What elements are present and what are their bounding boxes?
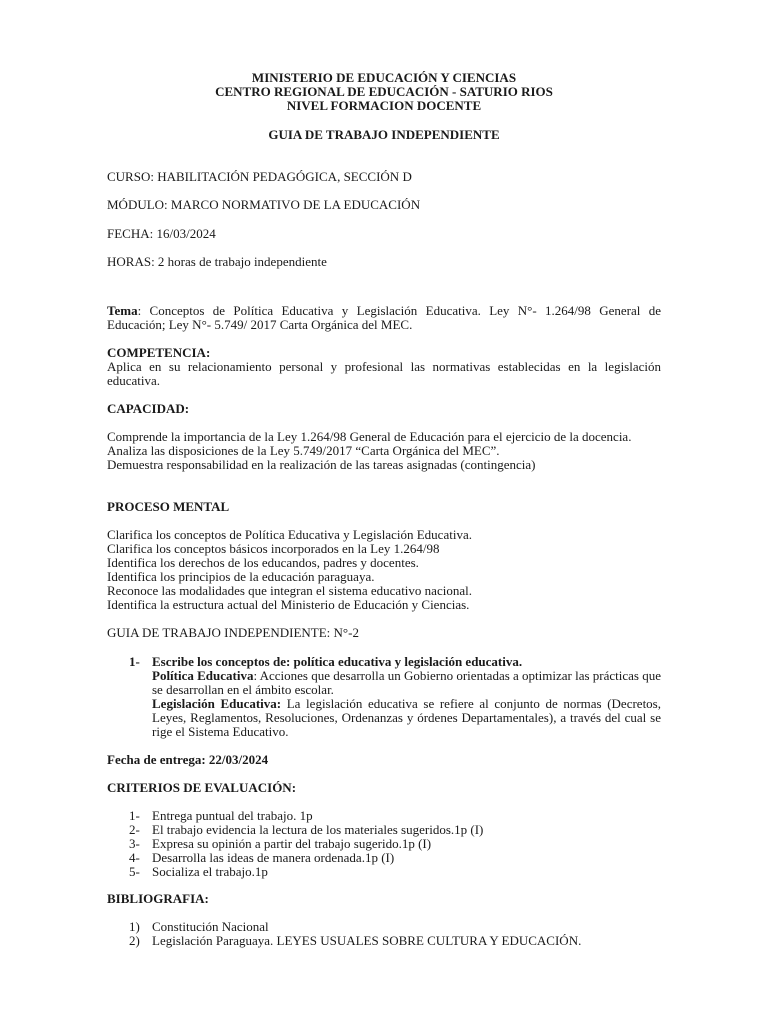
criteria-item-text: El trabajo evidencia la lectura de los materiales sugeridos.1p (I) bbox=[152, 822, 484, 837]
mental-process-item: Clarifica los conceptos básicos incorporados en la Ley 1.264/98 bbox=[107, 541, 440, 556]
topic-label: Tema bbox=[107, 303, 138, 318]
date-line: FECHA: 16/03/2024 bbox=[107, 226, 216, 241]
criteria-item-number: 1- bbox=[129, 808, 140, 823]
hours-line: HORAS: 2 horas de trabajo independiente bbox=[107, 254, 327, 269]
capacity-item: Analiza las disposiciones de la Ley 5.749/2017 “Carta Orgánica del MEC”. bbox=[107, 443, 500, 458]
mental-process-item: Identifica los derechos de los educandos, padres y docentes. bbox=[107, 555, 419, 570]
capacity-item: Comprende la importancia de la Ley 1.264/98 General de Educación para el ejercicio de la docencia. bbox=[107, 429, 632, 444]
criteria-item-text: Socializa el trabajo.1p bbox=[152, 864, 268, 879]
mental-process-heading: PROCESO MENTAL bbox=[107, 499, 230, 514]
mental-process-list bbox=[107, 528, 661, 612]
bibliography-item-text: Constitución Nacional bbox=[152, 919, 269, 934]
legislation-definition bbox=[152, 697, 661, 739]
work-guide-item-title: Escribe los conceptos de: política educativa y legislación educativa. bbox=[152, 654, 523, 669]
criteria-item-text: Entrega puntual del trabajo. 1p bbox=[152, 808, 313, 823]
course-line: CURSO: HABILITACIÓN PEDAGÓGICA, SECCIÓN D bbox=[107, 169, 412, 184]
criteria-item-text: Desarrolla las ideas de manera ordenada.1p (I) bbox=[152, 850, 395, 865]
criteria-item-number: 5- bbox=[129, 864, 140, 879]
capacity-item: Demuestra responsabilidad en la realización de las tareas asignadas (contingencia) bbox=[107, 457, 536, 472]
competence-text: Aplica en su relacionamiento personal y profesional las normativas establecidas en la legislación educativa. bbox=[107, 359, 661, 388]
ministry-name: MINISTERIO DE EDUCACIÓN Y CIENCIAS bbox=[251, 70, 517, 85]
work-guide-heading: GUIA DE TRABAJO INDEPENDIENTE: N°-2 bbox=[107, 625, 359, 640]
capacity-list bbox=[107, 430, 661, 472]
mental-process-item: Reconoce las modalidades que integran el sistema educativo nacional. bbox=[107, 583, 472, 598]
legislation-label: Legislación Educativa: bbox=[152, 696, 282, 711]
policy-label: Política Educativa bbox=[152, 668, 254, 683]
criteria-list bbox=[107, 809, 661, 881]
document-title: GUIA DE TRABAJO INDEPENDIENTE bbox=[268, 127, 500, 142]
work-guide-item-body bbox=[152, 655, 661, 739]
document-header bbox=[107, 71, 661, 113]
criteria-item-number: 2- bbox=[129, 822, 140, 837]
topic-text: : Conceptos de Política Educativa y Legislación Educativa. Ley N°- 1.264/98 General de Educación; Ley N°- 5.749/ 2017 Carta Orgánica del MEC. bbox=[107, 303, 661, 332]
mental-process-item: Identifica la estructura actual del Ministerio de Educación y Ciencias. bbox=[107, 597, 470, 612]
delivery-date: Fecha de entrega: 22/03/2024 bbox=[107, 752, 269, 767]
topic-paragraph bbox=[107, 304, 661, 332]
criteria-item-number: 4- bbox=[129, 850, 140, 865]
policy-text: : Acciones que desarrolla un Gobierno orientadas a optimizar las prácticas que se desarrollan en el ámbito escolar. bbox=[152, 668, 662, 697]
bibliography-item-text: Legislación Paraguaya. LEYES USUALES SOBRE CULTURA Y EDUCACIÓN. bbox=[152, 933, 582, 948]
bibliography-list bbox=[107, 920, 661, 950]
competence-heading: COMPETENCIA: bbox=[107, 345, 211, 360]
policy-definition bbox=[152, 669, 661, 697]
work-guide-item-number: 1- bbox=[129, 654, 140, 669]
criteria-item-number: 3- bbox=[129, 836, 140, 851]
level-name: NIVEL FORMACION DOCENTE bbox=[286, 98, 482, 113]
criteria-item-text: Expresa su opinión a partir del trabajo sugerido.1p (I) bbox=[152, 836, 432, 851]
mental-process-item: Identifica los principios de la educación paraguaya. bbox=[107, 569, 375, 584]
module-line: MÓDULO: MARCO NORMATIVO DE LA EDUCACIÓN bbox=[107, 197, 421, 212]
criteria-heading: CRITERIOS DE EVALUACIÓN: bbox=[107, 780, 297, 795]
capacity-heading: CAPACIDAD: bbox=[107, 401, 190, 416]
bibliography-item-number: 1) bbox=[129, 919, 140, 934]
regional-center-name: CENTRO REGIONAL DE EDUCACIÓN - SATURIO RIOS bbox=[215, 84, 553, 99]
work-guide-item bbox=[107, 655, 661, 739]
bibliography-heading: BIBLIOGRAFIA: bbox=[107, 891, 209, 906]
mental-process-item: Clarifica los conceptos de Política Educativa y Legislación Educativa. bbox=[107, 527, 472, 542]
legislation-text: La legislación educativa se refiere al conjunto de normas (Decretos, Leyes, Reglamentos, Resoluciones, Ordenanzas y órdenes Departamentales), a través del cual se rige el Sistema Educativo. bbox=[152, 696, 661, 739]
bibliography-item-number: 2) bbox=[129, 933, 140, 948]
